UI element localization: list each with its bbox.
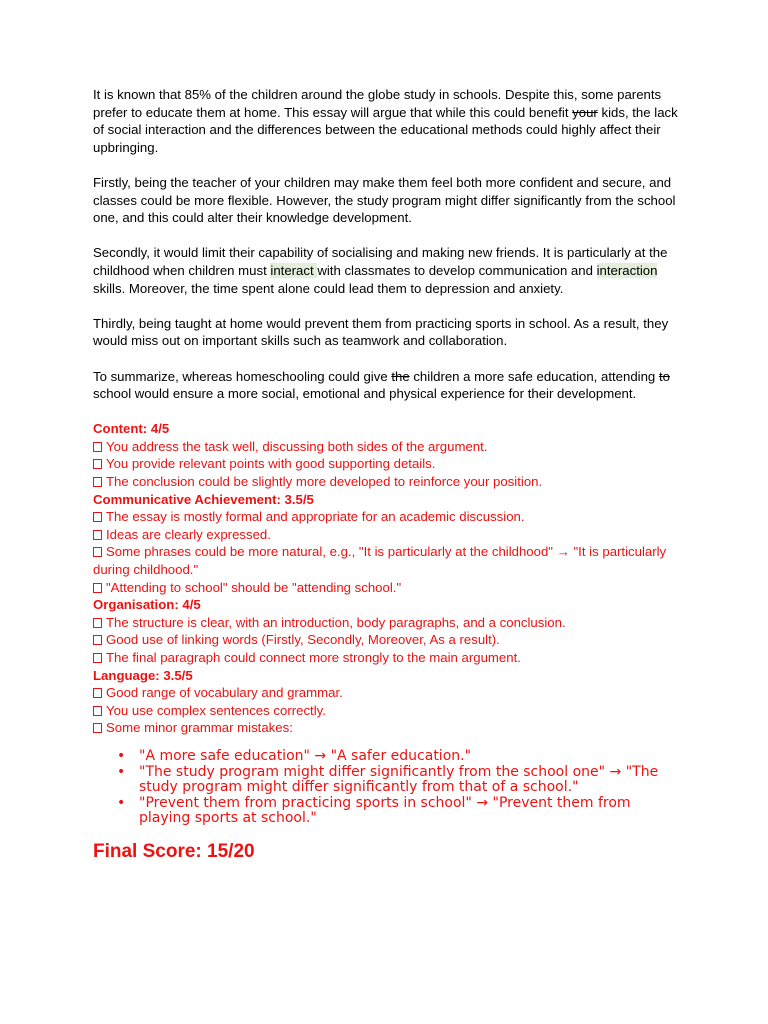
checkbox-glyph-icon: [93, 618, 102, 628]
feedback-section: [93, 420, 683, 863]
strikethrough-word: your: [572, 104, 598, 120]
language-heading: Language: 3.5/5: [93, 667, 193, 683]
feedback-item-text: "Attending to school" should be "attending school.": [106, 579, 402, 595]
correction-text: "The study program might differ significantly from the school one" → "The study program might differ significantly from that of a school.": [139, 763, 659, 796]
essay-paragraph-4: Thirdly, being taught at home would prevent them from practicing sports in school. As a result, they would miss out on important skills such as teamwork and collaboration.: [93, 315, 669, 349]
essay-paragraph-5: [93, 368, 683, 403]
bullet-icon: •: [117, 794, 126, 811]
essay-text: kids, the lack of social interaction and the differences between the educational methods could highly affect their upbringing.: [93, 104, 678, 155]
feedback-item: [93, 719, 683, 737]
highlighted-word: interact: [270, 262, 318, 278]
checkbox-glyph-icon: [93, 459, 102, 469]
feedback-item-text: You address the task well, discussing both sides of the argument.: [106, 438, 488, 454]
feedback-item: [93, 543, 683, 578]
feedback-item-text: The conclusion could be slightly more developed to reinforce your position.: [106, 474, 543, 490]
checkbox-glyph-icon: [93, 635, 102, 645]
feedback-item: [93, 649, 683, 667]
essay-text: with classmates to develop communication and: [317, 262, 597, 278]
feedback-item: [93, 473, 683, 491]
checkbox-glyph-icon: [93, 688, 102, 698]
feedback-item-text: Ideas are clearly expressed.: [106, 526, 271, 542]
essay-text: children a more safe education, attending: [409, 368, 659, 384]
feedback-item-text: Some minor grammar mistakes:: [106, 720, 293, 736]
feedback-item: [93, 526, 683, 544]
document-body: [93, 86, 683, 882]
strikethrough-word: to: [658, 368, 670, 384]
content-heading: Content: 4/5: [93, 421, 170, 437]
essay-text: skills. Moreover, the time spent alone could lead them to depression and anxiety.: [93, 280, 564, 296]
feedback-item-text: The structure is clear, with an introduction, body paragraphs, and a conclusion.: [106, 614, 566, 630]
feedback-item-text: Some phrases could be more natural, e.g., "It is particularly at the childhood" → "It is particularly during childhood.": [93, 544, 667, 578]
organisation-heading: Organisation: 4/5: [93, 597, 201, 613]
feedback-item: [93, 579, 683, 597]
feedback-item: [93, 508, 683, 526]
essay-text: Secondly, it would limit their capability of socialising and making new friends. It is particularly at the childhood when children must: [93, 245, 668, 278]
checkbox-glyph-icon: [93, 477, 102, 487]
feedback-item-text: Good use of linking words (Firstly, Secondly, Moreover, As a result).: [106, 632, 500, 648]
checkbox-glyph-icon: [93, 723, 102, 733]
feedback-item: [93, 684, 683, 702]
checkbox-glyph-icon: [93, 530, 102, 540]
highlighted-word: interaction: [596, 262, 658, 278]
essay-paragraph-1: [93, 86, 683, 156]
corrections-list: [93, 749, 683, 827]
correction-text: "A more safe education" → "A safer education.": [139, 747, 472, 764]
checkbox-glyph-icon: [93, 583, 102, 593]
feedback-item-text: You provide relevant points with good supporting details.: [106, 456, 436, 472]
final-score: Final Score: 15/20: [93, 840, 255, 862]
feedback-item: [93, 631, 683, 649]
feedback-item-text: Good range of vocabulary and grammar.: [106, 685, 343, 701]
checkbox-glyph-icon: [93, 653, 102, 663]
strikethrough-word: the: [391, 368, 410, 384]
feedback-item: [93, 455, 683, 473]
essay-paragraph-2: Firstly, being the teacher of your children may make them feel both more confident and secure, and classes could be more flexible. However, the study program might differ significantly from the school one, and this could alter their knowledge development.: [93, 174, 676, 226]
essay-text: school would ensure a more social, emotional and physical experience for their development.: [93, 386, 637, 402]
feedback-item-text: The essay is mostly formal and appropriate for an academic discussion.: [106, 509, 525, 525]
list-item: [93, 749, 683, 765]
bullet-icon: •: [117, 763, 126, 780]
list-item: [93, 796, 683, 827]
feedback-item: [93, 702, 683, 720]
checkbox-glyph-icon: [93, 547, 102, 557]
checkbox-glyph-icon: [93, 706, 102, 716]
list-item: [93, 765, 683, 796]
feedback-item: [93, 438, 683, 456]
communicative-heading: Communicative Achievement: 3.5/5: [93, 491, 314, 507]
feedback-item-text: You use complex sentences correctly.: [106, 702, 326, 718]
bullet-icon: •: [117, 747, 126, 764]
checkbox-glyph-icon: [93, 512, 102, 522]
feedback-item: [93, 614, 683, 632]
essay-text: To summarize, whereas homeschooling could give: [93, 368, 392, 384]
correction-text: "Prevent them from practicing sports in school" → "Prevent them from playing sports at school.": [139, 794, 631, 827]
feedback-item-text: The final paragraph could connect more strongly to the main argument.: [106, 650, 521, 665]
essay-paragraph-3: [93, 244, 683, 297]
essay-text: It is known that 85% of the children around the globe study in schools. Despite this, some parents prefer to educate them at home. This essay will argue that while this could benefit: [93, 87, 662, 120]
checkbox-glyph-icon: [93, 442, 102, 452]
